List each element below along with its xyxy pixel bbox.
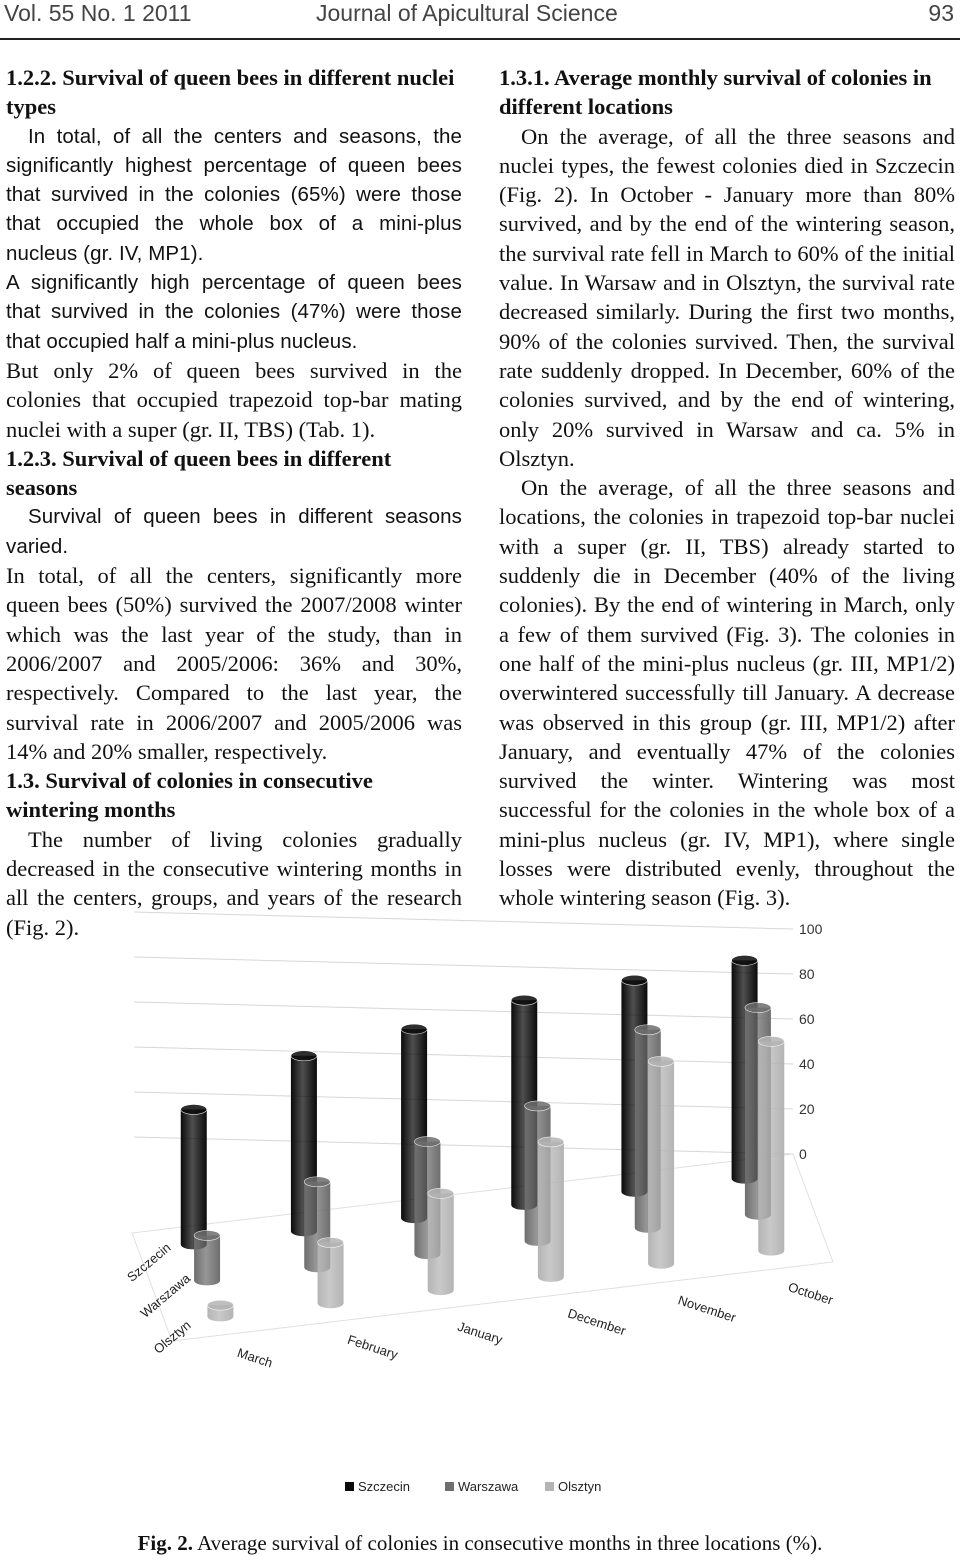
bar-olsztyn-december [538,1137,564,1282]
paragraph: In total, of all the centers, significantly more queen bees (50%) survived the 2007/2008 winter which was the last year of the study, than in 2006/2007 and 2005/2006: 36% and 30%, respectively. Compared to the last year, the survival rate in 2006/2007 and 2005/2006 was 14% and 20% smaller, respectively. [6,563,462,764]
legend-label: Olsztyn [558,1479,602,1494]
gridline [134,957,793,974]
legend-swatch [445,1482,454,1491]
legend [345,1479,601,1494]
header-rule [0,38,960,40]
volume-info: Vol. 55 No. 1 2011 [4,0,192,26]
depth-label: Warszawa [137,1270,194,1321]
x-tick-label: October [786,1279,835,1308]
back-wall [134,912,793,1154]
figure-2 [120,921,840,1540]
y-tick-label: 0 [799,1146,807,1162]
x-tick-label: December [565,1305,628,1339]
section-heading-locations: 1.3.1. Average monthly survival of colonies in different locations [499,65,932,120]
legend-swatch [345,1482,354,1491]
y-tick-label: 80 [799,966,815,982]
journal-title: Journal of Apicultural Science [316,0,618,26]
y-tick-label: 100 [799,921,823,937]
bar-warszawa-march [194,1230,220,1285]
y-tick-label: 60 [799,1011,815,1027]
section-heading-seasons: 1.2.3. Survival of queen bees in different seasons [6,445,392,501]
legend-label: Szczecin [358,1479,411,1494]
bar-olsztyn-october [758,1036,784,1255]
gridline [134,1002,793,1019]
paragraph: Survival of queen bees in different seasons varied. [6,505,462,558]
bar-olsztyn-november [648,1056,674,1269]
section-heading-nuclei-types: 1.2.2. Survival of queen bees in different nuclei types [6,65,455,120]
paragraph: A significantly high percentage of queen bees that survived in the colonies (47%) were those that occupied half a mini-plus nucleus. [6,271,462,353]
legend-swatch [545,1482,554,1491]
depth-label: Szczecin [124,1239,174,1285]
gridline [134,1047,793,1064]
gridline [134,1092,793,1109]
depth-label: Olsztyn [150,1317,194,1357]
y-tick-label: 20 [799,1101,815,1117]
survival-3d-bar-chart [120,921,840,1510]
paragraph: In total, of all the centers and seasons, the significantly highest percentage of queen bees that survived in the colonies (65%) were those that occupied the whole box of a mini-plus nucleus (gr. IV, MP1). [6,124,462,265]
bar-olsztyn-march [207,1300,233,1321]
x-tick-label: January [455,1318,505,1348]
y-tick-label: 40 [799,1056,815,1072]
page-number: 93 [928,0,954,26]
right-column [499,63,955,913]
x-tick-label: March [235,1345,275,1371]
bar-olsztyn-january [428,1188,454,1295]
paragraph: The number of living colonies gradually decreased in the consecutive wintering months in all the centers, groups, and years of the research (Fig. 2). [6,826,462,940]
x-tick-label: November [676,1292,738,1326]
gridline [134,1137,793,1154]
bar-szczecin-march [181,1104,207,1249]
paragraph: On the average, of all the three seasons and locations, the colonies in trapezoid top-bar nuclei with a super (gr. II, TBS) already started to suddenly die in December (40% of the living colonies). By the end of wintering in March, only a few of them survived (Fig. 3). The colonies in one half of the mini-plus nucleus (gr. III, MP1/2) overwintered successfully till January. A decrease was observed in this group (gr. III, MP1/2) after January, and eventually 47% of the colonies survived the winter. Wintering was most successful for the colonies in the whole box of a mini-plus nucleus (gr. IV, MP1), where single losses were distributed evenly, throughout the whole wintering season (Fig. 3). [499,475,955,911]
left-column [6,63,462,942]
page-header [0,0,960,40]
legend-label: Warszawa [458,1479,519,1494]
x-tick-label: February [345,1331,400,1363]
figure-caption [0,1530,960,1556]
caption-text: Average survival of colonies in consecutive months in three locations (%). [192,1531,823,1555]
bar-olsztyn-february [318,1238,344,1309]
paragraph: But only 2% of queen bees survived in the colonies that occupied trapezoid top-bar mating nuclei with a super (gr. II, TBS) (Tab. 1). [6,357,462,442]
section-heading-wintering-months: 1.3. Survival of colonies in consecutive wintering months [6,768,373,823]
paragraph: On the average, of all the three seasons and nuclei types, the fewest colonies died in Szczecin (Fig. 2). In October - January more than 80% survived, and by the end of the wintering season, the survival rate fell in March to 60% of the initial value. In Warsaw and in Olsztyn, the survival rate decreased similarly. During the first two months, 90% of the colonies survived. Then, the survival rate suddenly dropped. In December, 60% of the colonies survived, and by the end of wintering, only 20% survived in Warsaw and ca. 5% in Olsztyn. [499,123,955,471]
caption-label: Fig. 2. [137,1531,193,1555]
